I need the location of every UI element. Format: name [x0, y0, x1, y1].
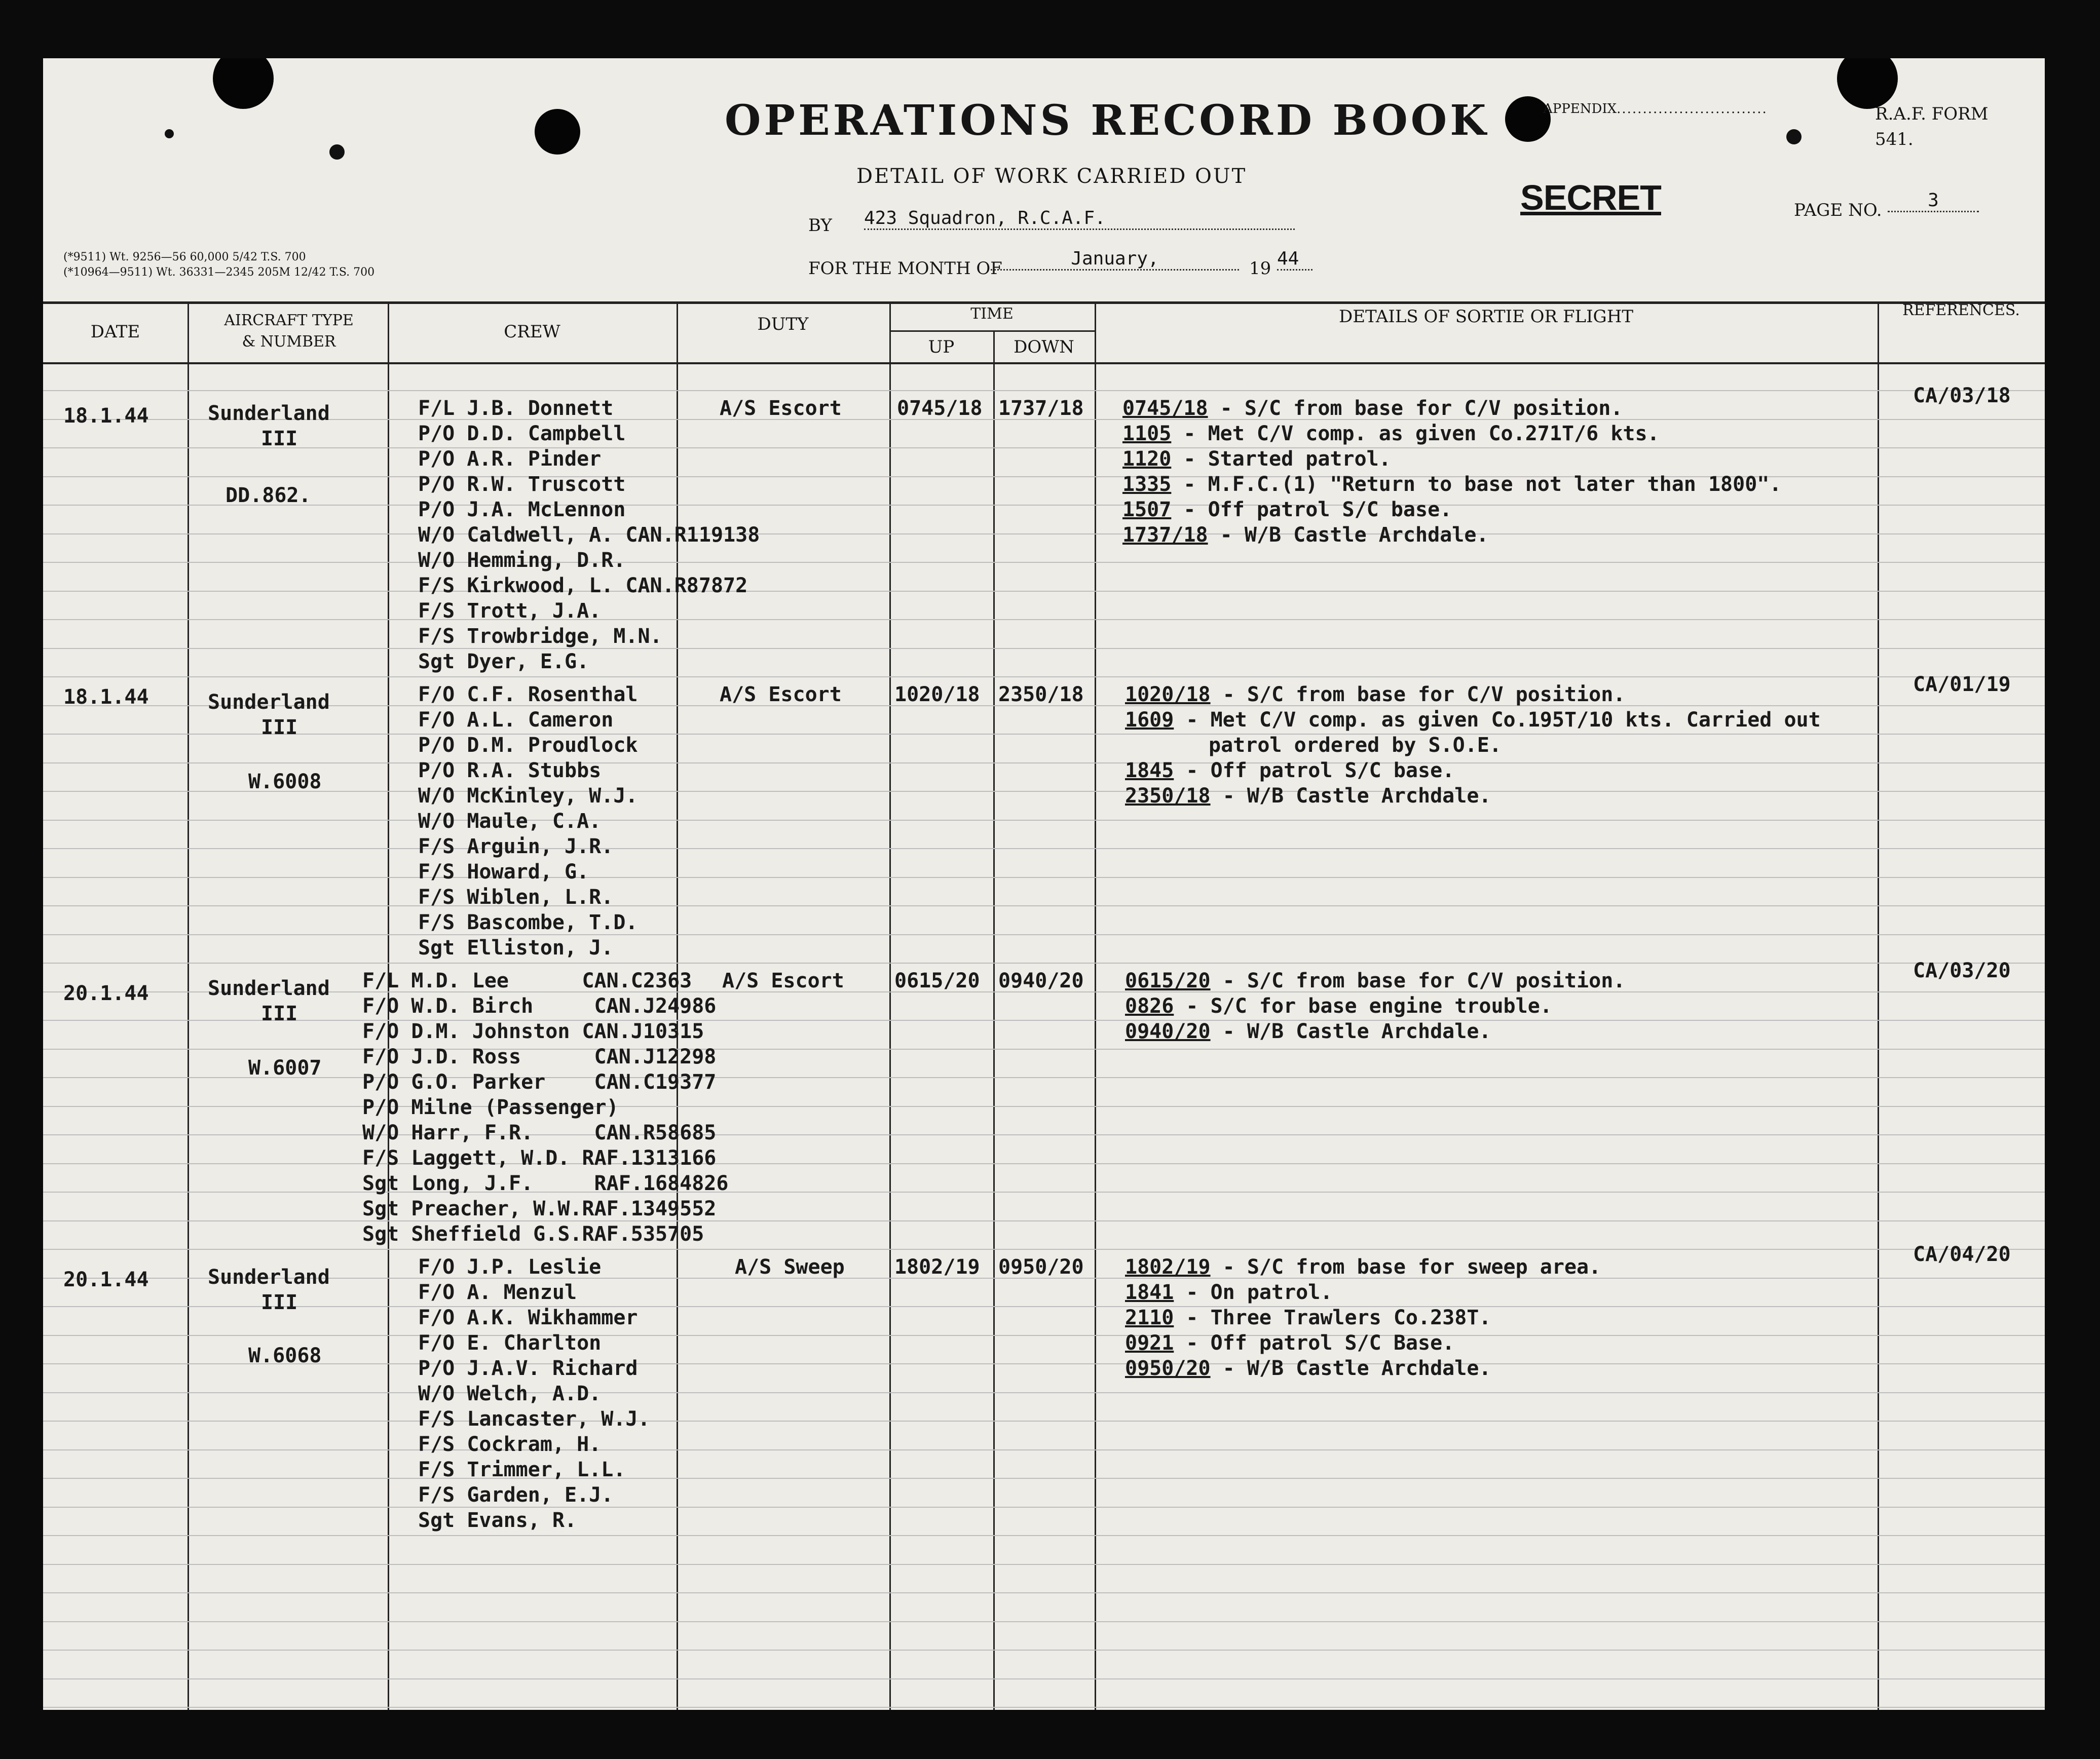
ruled-line [43, 1478, 2045, 1479]
crew-member: F/O D.M. Johnston CAN.J10315 [362, 1020, 704, 1043]
crew-member: W/O Hemming, D.R. [418, 549, 626, 572]
aircraft-mark: III [261, 1291, 298, 1314]
detail-line: 1802/19 - S/C from base for sweep area. [1125, 1255, 1601, 1279]
ruled-line [43, 1249, 2045, 1250]
detail-line: 0745/18 - S/C from base for C/V position. [1122, 397, 1623, 420]
crew-member: P/O A.R. Pinder [418, 447, 602, 471]
crew-member: Sgt Dyer, E.G. [418, 650, 589, 673]
ruled-line [43, 1564, 2045, 1565]
reference: CA/01/19 [1913, 673, 2011, 696]
crew-member: F/S Howard, G. [418, 860, 589, 884]
detail-line: 1737/18 - W/B Castle Archdale. [1122, 523, 1489, 547]
ruled-line [43, 1621, 2045, 1622]
ruled-line [43, 390, 2045, 391]
crew-member: F/S Trowbridge, M.N. [418, 625, 662, 648]
aircraft-mark: III [261, 1002, 298, 1025]
detail-line: 0826 - S/C for base engine trouble. [1125, 995, 1552, 1018]
detail-line: 1120 - Started patrol. [1122, 447, 1391, 471]
ruled-line [43, 1306, 2045, 1307]
crew-member: P/O R.W. Truscott [418, 473, 626, 496]
ruled-line [43, 619, 2045, 620]
ruled-line [43, 1192, 2045, 1193]
appendix-label: APPENDIX............................. [1543, 101, 1768, 117]
reference: CA/03/20 [1913, 959, 2011, 982]
squadron-name: 423 Squadron, R.C.A.F. [864, 208, 1295, 230]
ink-blot-icon [329, 144, 345, 160]
crew-member: F/S Arguin, J.R. [418, 835, 614, 858]
form-number: R.A.F. FORM 541. [1875, 104, 1989, 149]
detail-line: 1845 - Off patrol S/C base. [1125, 759, 1455, 782]
time-down: 2350/18 [998, 683, 1084, 706]
by-label: BY [808, 215, 832, 236]
ruled-line [43, 1421, 2045, 1422]
crew-member: F/S Wiblen, L.R. [418, 886, 614, 909]
ruled-line [43, 762, 2045, 763]
ruled-line [43, 1049, 2045, 1050]
crew-member: F/O J.P. Leslie [418, 1255, 602, 1279]
crew-member: F/S Trott, J.A. [418, 599, 602, 623]
aircraft-number: W.6068 [248, 1344, 322, 1367]
ruled-line [43, 848, 2045, 849]
detail-line: patrol ordered by S.O.E. [1209, 734, 1502, 757]
column-header-crew: CREW [504, 322, 560, 342]
crew-member: F/S Kirkwood, L. CAN.R87872 [418, 574, 748, 597]
crew-member: F/S Garden, E.J. [418, 1483, 614, 1507]
crew-member: P/O D.D. Campbell [418, 422, 626, 445]
ruled-line [43, 791, 2045, 792]
crew-member: P/O Milne (Passenger) [362, 1096, 619, 1119]
column-header-down: DOWN [1014, 337, 1074, 357]
time-down: 1737/18 [998, 397, 1084, 420]
ruled-line [43, 820, 2045, 821]
duty: A/S Sweep [735, 1255, 845, 1279]
crew-member: F/L M.D. Lee CAN.C2363 [362, 969, 692, 992]
reference: CA/03/18 [1913, 384, 2011, 407]
ruled-line [43, 648, 2045, 649]
ink-blot-icon [165, 129, 174, 138]
ruled-line [43, 1020, 2045, 1021]
duty: A/S Escort [720, 397, 842, 420]
detail-line: 1020/18 - S/C from base for C/V position. [1125, 683, 1626, 706]
detail-line: 1609 - Met C/V comp. as given Co.195T/10 kts. Carried out [1125, 708, 1821, 732]
crew-member: F/O A. Menzul [418, 1281, 577, 1304]
ruled-line [43, 1650, 2045, 1651]
detail-line: 0921 - Off patrol S/C Base. [1125, 1331, 1455, 1355]
crew-member: Sgt Evans, R. [418, 1509, 577, 1532]
detail-line: 2110 - Three Trawlers Co.238T. [1125, 1306, 1491, 1329]
crew-member: F/O J.D. Ross CAN.J12298 [362, 1045, 717, 1068]
ruled-line [43, 1335, 2045, 1336]
page-label: PAGE NO. [1794, 200, 1882, 220]
duty: A/S Escort [722, 969, 844, 992]
entry-date: 20.1.44 [63, 1268, 149, 1291]
crew-member: Sgt Elliston, J. [418, 936, 614, 960]
column-header-aircraft: AIRCRAFT TYPE & NUMBER [224, 312, 354, 351]
detail-line: 0615/20 - S/C from base for C/V position. [1125, 969, 1626, 992]
crew-member: W/O Maule, C.A. [418, 810, 602, 833]
ink-blot-icon [1786, 129, 1802, 144]
reference: CA/04/20 [1913, 1243, 2011, 1266]
ruled-line [43, 1707, 2045, 1708]
time-up: 0615/20 [894, 969, 980, 992]
ruled-line [43, 1449, 2045, 1450]
ruled-line [43, 1106, 2045, 1107]
time-down: 0950/20 [998, 1255, 1084, 1279]
crew-member: Sgt Long, J.F. RAF.1684826 [362, 1172, 729, 1195]
ruled-line [43, 934, 2045, 935]
ruled-line [43, 505, 2045, 506]
form-subtitle: DETAIL OF WORK CARRIED OUT [856, 165, 1247, 188]
aircraft-mark: III [261, 716, 298, 739]
time-down: 0940/20 [998, 969, 1084, 992]
ruled-line [43, 1392, 2045, 1393]
crew-member: F/S Bascombe, T.D. [418, 911, 638, 934]
ruled-line [43, 533, 2045, 534]
crew-member: P/O R.A. Stubbs [418, 759, 602, 782]
crew-member: F/S Laggett, W.D. RAF.1313166 [362, 1146, 717, 1170]
crew-member: Sgt Preacher, W.W.RAF.1349552 [362, 1197, 717, 1220]
entry-date: 20.1.44 [63, 982, 149, 1005]
ruled-line [43, 905, 2045, 906]
crew-member: F/O A.K. Wikhammer [418, 1306, 638, 1329]
crew-member: W/O Harr, F.R. CAN.R58685 [362, 1121, 717, 1144]
aircraft-type: Sunderland [208, 402, 330, 425]
ruled-line [43, 1535, 2045, 1536]
ruled-line [43, 1507, 2045, 1508]
month-label: FOR THE MONTH OF [808, 258, 1002, 279]
crew-member: Sgt Sheffield G.S.RAF.535705 [362, 1222, 704, 1246]
ruled-line [43, 562, 2045, 563]
ruled-line [43, 1163, 2045, 1164]
ruled-line [43, 963, 2045, 964]
aircraft-number: DD.862. [226, 484, 311, 507]
ruled-line [43, 591, 2045, 592]
crew-member: F/O W.D. Birch CAN.J24986 [362, 995, 717, 1018]
ruled-line [43, 1077, 2045, 1078]
crew-member: P/O J.A. McLennon [418, 498, 626, 521]
column-header-references: REFERENCES. [1902, 301, 2020, 319]
crew-member: F/L J.B. Donnett [418, 397, 614, 420]
crew-member: F/O E. Charlton [418, 1331, 602, 1355]
crew-member: F/S Lancaster, W.J. [418, 1407, 650, 1431]
crew-member: F/S Trimmer, L.L. [418, 1458, 626, 1481]
form-title: OPERATIONS RECORD BOOK [725, 96, 1489, 145]
column-header-duty: DUTY [757, 314, 809, 334]
crew-member: W/O Welch, A.D. [418, 1382, 602, 1405]
detail-line: 1335 - M.F.C.(1) "Return to base not later than 1800". [1122, 473, 1782, 496]
column-header-details: DETAILS OF SORTIE OR FLIGHT [1338, 307, 1634, 327]
time-up: 1020/18 [894, 683, 980, 706]
secret-stamp: SECRET [1520, 178, 1661, 217]
detail-line: 1841 - On patrol. [1125, 1281, 1333, 1304]
record-sheet [43, 58, 2045, 1710]
year-value: 44 [1277, 248, 1312, 271]
column-header-time: TIME [970, 305, 1014, 323]
aircraft-type: Sunderland [208, 691, 330, 714]
crew-member: P/O G.O. Parker CAN.C19377 [362, 1070, 717, 1094]
crew-member: P/O D.M. Proudlock [418, 734, 638, 757]
crew-member: F/O C.F. Rosenthal [418, 683, 638, 706]
detail-line: 2350/18 - W/B Castle Archdale. [1125, 784, 1491, 808]
aircraft-mark: III [261, 427, 298, 450]
month-value: January, [991, 248, 1239, 271]
column-header-up: UP [928, 337, 955, 357]
punch-hole-icon [535, 109, 580, 155]
aircraft-type: Sunderland [208, 977, 330, 1000]
entry-date: 18.1.44 [63, 404, 149, 428]
duty: A/S Escort [720, 683, 842, 706]
crew-member: F/S Cockram, H. [418, 1433, 602, 1456]
detail-line: 0950/20 - W/B Castle Archdale. [1125, 1357, 1491, 1380]
time-up: 1802/19 [894, 1255, 980, 1279]
crew-member: P/O J.A.V. Richard [418, 1357, 638, 1380]
print-code-2: (*10964—9511) Wt. 36331—2345 205M 12/42 T.S. 700 [63, 266, 375, 279]
crew-member: W/O McKinley, W.J. [418, 784, 638, 808]
print-code-1: (*9511) Wt. 9256—56 60,000 5/42 T.S. 700 [63, 251, 306, 263]
ruled-line [43, 1363, 2045, 1364]
crew-member: F/O A.L. Cameron [418, 708, 614, 732]
detail-line: 0940/20 - W/B Castle Archdale. [1125, 1020, 1491, 1043]
ruled-line [43, 1134, 2045, 1135]
crew-member: W/O Caldwell, A. CAN.R119138 [418, 523, 760, 547]
ruled-line [43, 447, 2045, 448]
ruled-line [43, 1220, 2045, 1221]
ruled-line [43, 734, 2045, 735]
year-prefix: 19 [1249, 258, 1271, 279]
ruled-line [43, 877, 2045, 878]
punch-hole-icon [213, 58, 274, 109]
aircraft-type: Sunderland [208, 1266, 330, 1289]
ruled-line [43, 676, 2045, 677]
entry-date: 18.1.44 [63, 685, 149, 709]
aircraft-number: W.6007 [248, 1056, 322, 1080]
column-header-date: DATE [90, 322, 140, 342]
aircraft-number: W.6008 [248, 770, 322, 793]
time-up: 0745/18 [897, 397, 983, 420]
detail-line: 1507 - Off patrol S/C base. [1122, 498, 1452, 521]
ruled-line [43, 1678, 2045, 1679]
page-number: 3 [1888, 190, 1979, 212]
detail-line: 1105 - Met C/V comp. as given Co.271T/6 kts. [1122, 422, 1660, 445]
ruled-line [43, 1592, 2045, 1593]
